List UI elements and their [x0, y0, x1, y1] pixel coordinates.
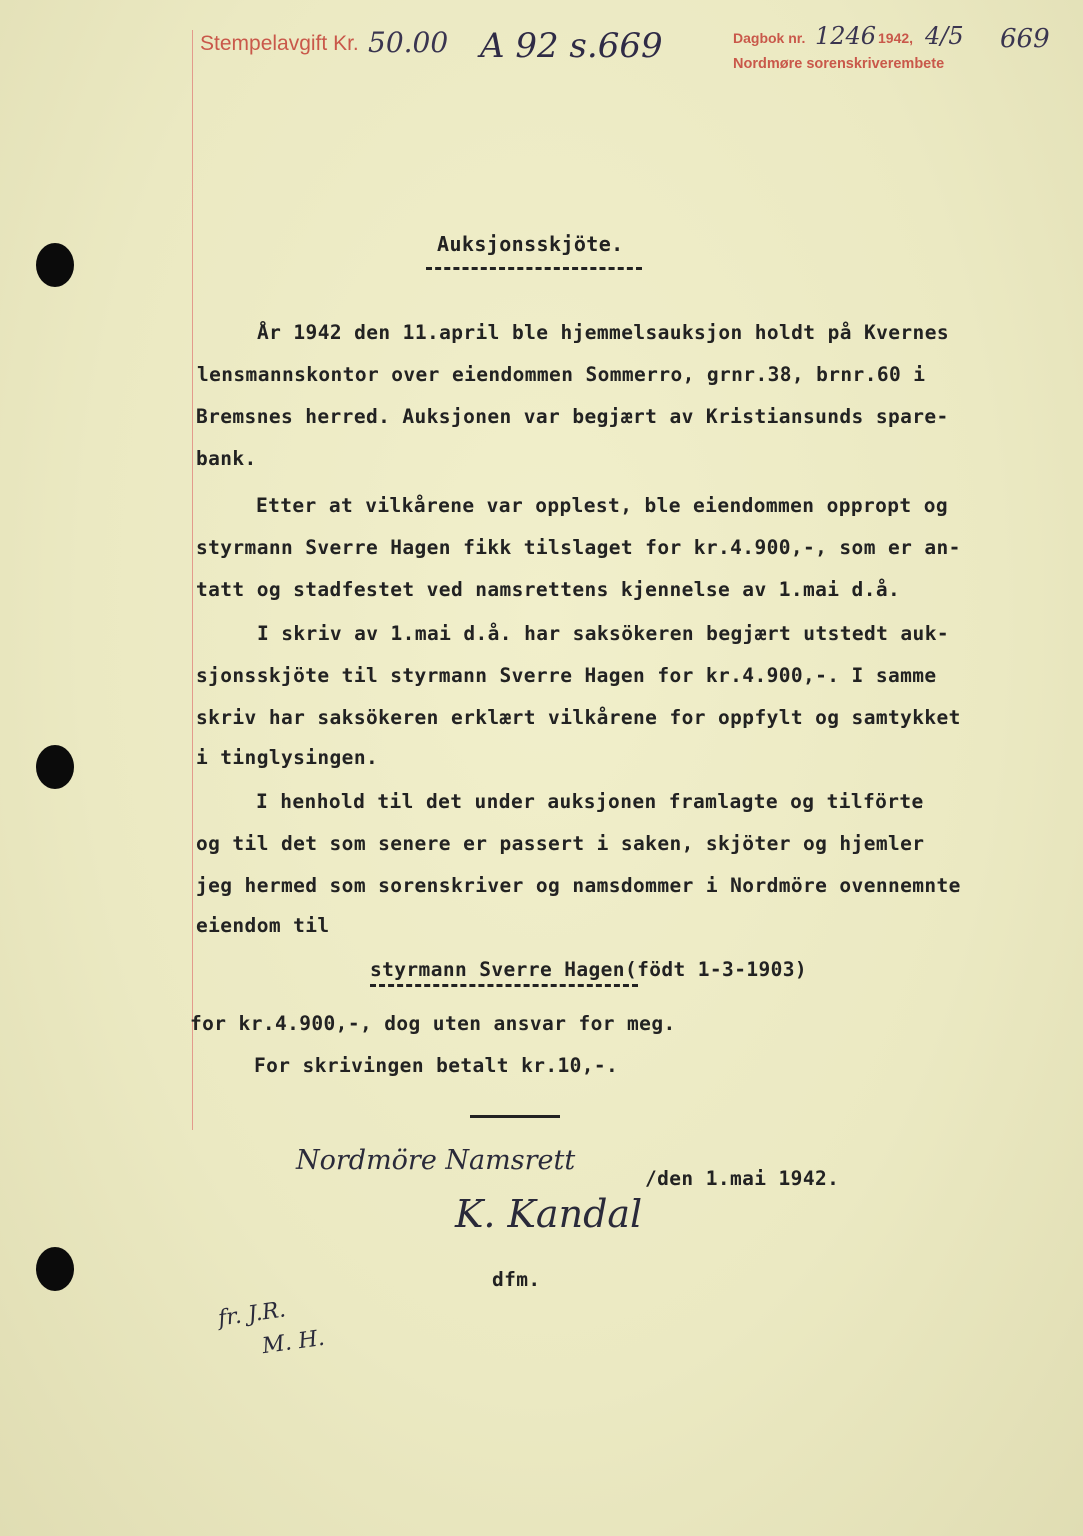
journal-number: 1246	[815, 22, 877, 50]
body-line-3: Bremsnes herred. Auksjonen var begjært av Kristiansunds spare-	[196, 405, 949, 428]
annotation-line-1: fr. J.R.	[216, 1297, 288, 1332]
journal-date: 4/5	[925, 22, 964, 50]
separator-rule	[470, 1115, 560, 1118]
document-title: Auksjonsskjöte.	[437, 232, 624, 256]
body-line-13: og til det som senere er passert i saken, skjöter og hjemler	[196, 832, 925, 855]
stamp-fee-label: Stempelavgift Kr.	[200, 32, 359, 55]
signature-title: dfm.	[492, 1268, 541, 1291]
body-line-6: styrmann Sverre Hagen fikk tilslaget for kr.4.900,-, som er an-	[196, 536, 961, 559]
title-underline	[426, 267, 642, 270]
court-handwritten: Nordmöre Namsrett	[296, 1145, 576, 1176]
body-line-1: År 1942 den 11.april ble hjemmelsauksjon holdt på Kvernes	[257, 321, 949, 344]
body-line-10: skriv har saksökeren erklært vilkårene for oppfylt og samtykket	[196, 706, 961, 729]
journal-label: Dagbok nr.	[733, 30, 806, 46]
body-line-5: Etter at vilkårene var opplest, ble eiendommen oppropt og	[256, 494, 948, 517]
fee-line: For skrivingen betalt kr.10,-.	[254, 1054, 619, 1077]
margin-line	[192, 30, 193, 1130]
body-line-4: bank.	[196, 447, 257, 470]
office-stamp: Nordmøre sorenskriverembete	[733, 56, 945, 72]
body-line-12: I henhold til det under auksjonen framlagte og tilförte	[256, 790, 924, 813]
buyer-underline	[370, 984, 638, 987]
body-line-7: tatt og stadfestet ved namsrettens kjennelse av 1.mai d.å.	[196, 578, 901, 601]
annotation-line-2: M. H.	[260, 1325, 327, 1360]
body-line-11: i tinglysingen.	[196, 746, 379, 769]
journal-year: 1942,	[878, 30, 914, 46]
buyer-line: styrmann Sverre Hagen(födt 1-3-1903)	[370, 958, 808, 981]
price-line: for kr.4.900,-, dog uten ansvar for meg.	[190, 1012, 676, 1035]
body-line-2: lensmannskontor over eiendommen Sommerro, grnr.38, brnr.60 i	[197, 363, 926, 386]
punch-hole-bottom	[36, 1247, 74, 1291]
journal-page: 669	[1000, 24, 1050, 54]
body-line-15: eiendom til	[196, 914, 330, 937]
punch-hole-middle	[36, 745, 74, 789]
reference-handwritten: A 92 s.669	[480, 26, 663, 66]
punch-hole-top	[36, 243, 74, 287]
signature: K. Kandal	[455, 1192, 643, 1236]
stamp-fee-value: 50.00	[368, 26, 449, 59]
body-line-14: jeg hermed som sorenskriver og namsdommer i Nordmöre ovennemnte	[196, 874, 961, 897]
body-line-8: I skriv av 1.mai d.å. har saksökeren begjært utstedt auk-	[257, 622, 949, 645]
date-line: /den 1.mai 1942.	[645, 1167, 840, 1190]
body-line-9: sjonsskjöte til styrmann Sverre Hagen for kr.4.900,-. I samme	[196, 664, 937, 687]
